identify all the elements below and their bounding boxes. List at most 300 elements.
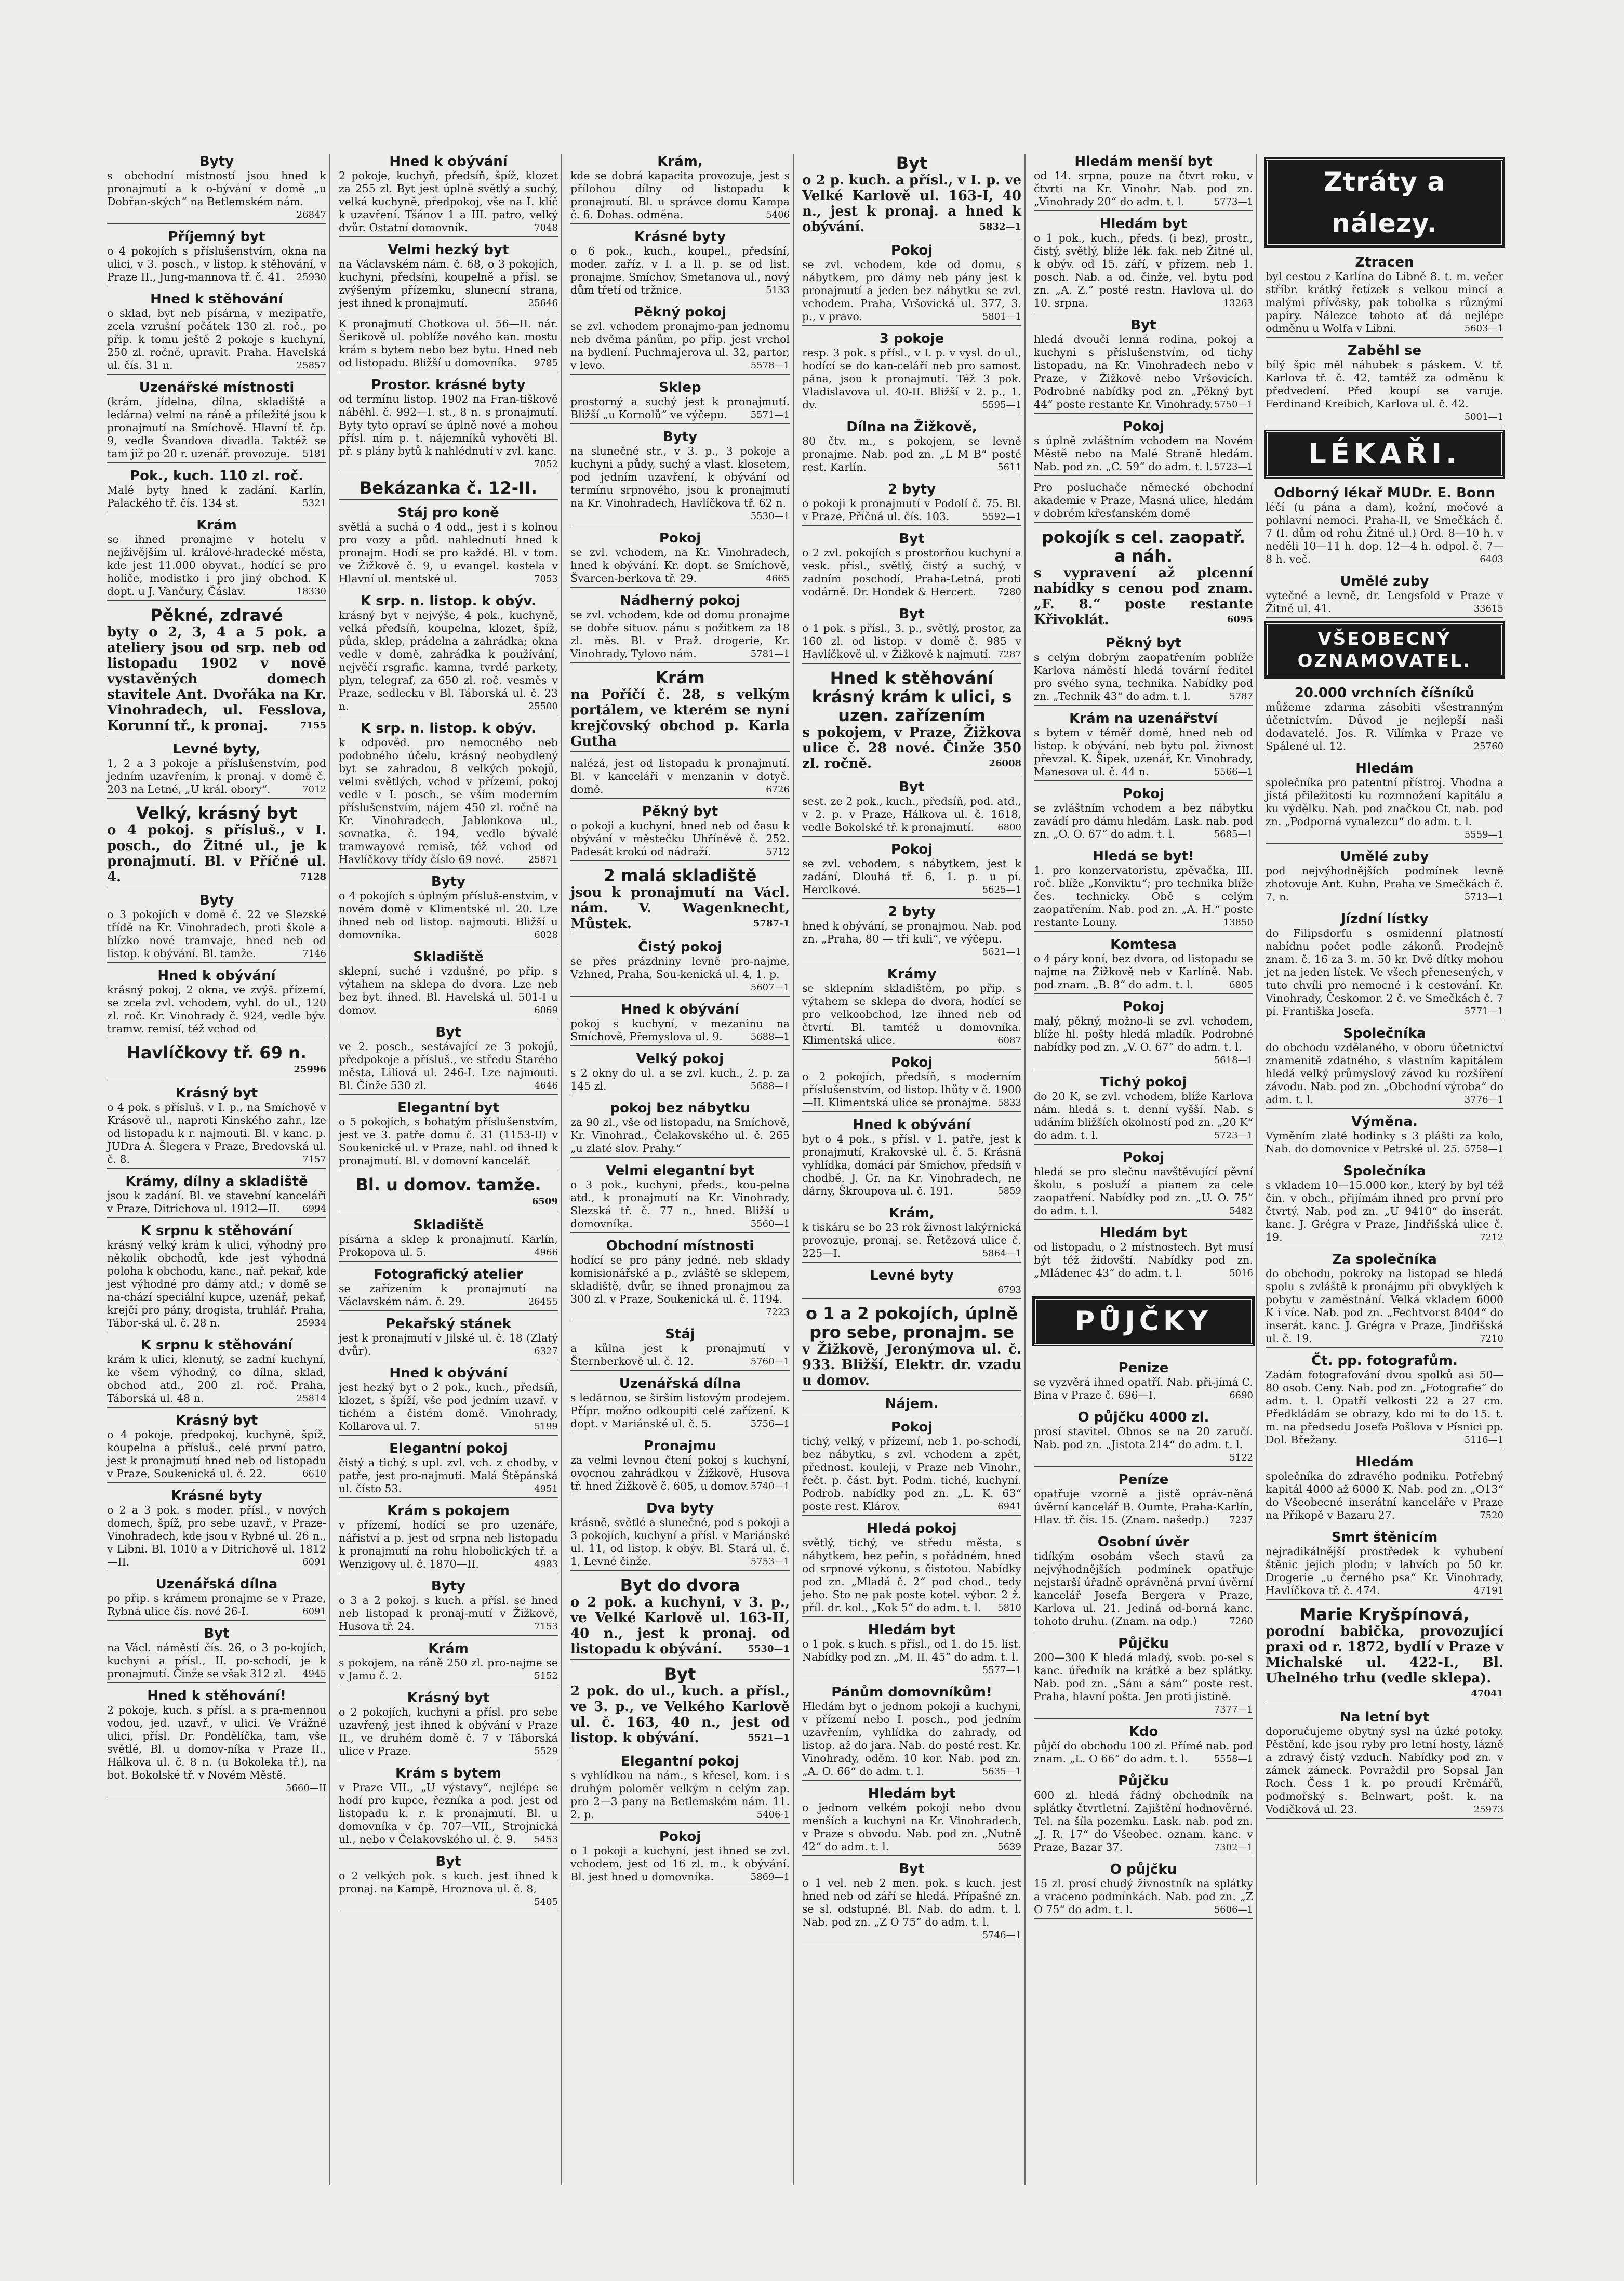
ad-text: se zvl. vchodem, kde od domu pronajme se dobře situov. pánu s požitkem za 18 zl. měs. Bl. v Praž. drogerie, Kr. Vinohrady, Tylovo nám. [570,608,790,660]
classified-ad [570,154,790,224]
ad-code: 5688—1 [750,1081,790,1092]
classified-ad [1034,1360,1253,1404]
ad-code: 25930 [296,272,326,283]
ad-code: 7048 [534,222,558,233]
ad-code: 5869—1 [750,1872,790,1882]
ad-code: 6095 [1227,614,1253,625]
classified-ad [1034,154,1253,211]
ad-heading: Hned k obývání [389,154,508,169]
ad-code: 5753—1 [750,1556,790,1567]
ad-code: 5016 [1229,1268,1253,1279]
ad-heading: Elegantní pokoj [389,1441,508,1456]
classified-ad [339,1217,558,1262]
ad-heading: Pekařský stánek [385,1316,511,1332]
classified-ad [107,380,326,463]
classified-ad [1034,1862,1253,1919]
classified-ad [339,1025,558,1095]
classified-ad [1034,528,1253,630]
ad-heading: Pokoj [1122,786,1165,802]
ad-text: s celým dobrým zaopatřením poblíže Karlova náměstí hledá tovární ředitel pro svého syna, technika. Nabídky pod zn. „Technik 43“ do adm. t. l. [1034,651,1253,702]
ad-code: 5746—1 [982,1930,1021,1941]
ad-text: byl cestou z Karlína do Libně 8. t. m. večer stříbr. krátký řetízek s velkou mincí a malými přívěsky, pak tobolka s různými papíry. Nálezce tohoto ať dá nejlépe odměnu u Wolfa v Libni. [1266,270,1503,335]
classified-ad [802,1420,1021,1516]
ad-code: 7520 [1480,1510,1503,1521]
ad-code: 6805 [1229,979,1253,990]
ad-code: 5760—1 [750,1356,790,1367]
ad-code: 5578—1 [750,360,790,371]
ad-text: jsou k zadání. Bl. ve stavební kanceláři v Praze, Ditrichova ul. 1912—II. [107,1189,326,1215]
classified-ad [107,291,326,375]
classified-ad [107,893,326,963]
ad-code: 5758—1 [1464,1144,1503,1155]
ad-heading: Velký pokoj [636,1051,724,1067]
ad-code: 5787 [1229,691,1253,702]
ad-code: 18330 [296,586,326,597]
ad-code: 5606—1 [1214,1904,1253,1915]
ad-code: 5625—1 [982,884,1021,895]
ad-text: 15 zl. prosí chudý živnostník na splátky a vraceno podmínkách. Nab. pod zn. „Z O 75“ do adm. t. l. [1034,1877,1253,1916]
ad-heading: Velmi elegantní byt [605,1163,755,1178]
ad-heading: 20.000 vrchních číšníků [1294,685,1475,701]
classified-ad [1266,574,1503,618]
ad-text: 1. pro konzervatoristu, zpěvačka, III. roč. blíže „Konviktu“; pro technika blíže čes. technicky. Obě s celým zaopatřením. Nab. pod zn. „A. H.“ poste restante Louny. [1034,864,1253,929]
classified-ad [107,468,326,512]
ad-text: se přes prázdniny levně pro-najme, Vzhned, Praha, Sou-kenická ul. 4, 1. p. [570,955,790,980]
ad-heading: Krám, [657,154,703,169]
classified-ad [802,1685,1021,1781]
ad-code: 6793 [997,1284,1021,1295]
classified-ad [802,1205,1021,1263]
ad-code: 7223 [766,1307,790,1318]
ad-code: 5713—1 [1464,892,1503,903]
ad-code: 4665 [766,573,790,584]
ad-text: s obchodní místností jsou hned k pronajmutí a k o-bývání v domě „u Dobřan-ských“ na Betlemském nám. [107,169,326,208]
classified-ad [1266,1026,1503,1109]
classified-ad [339,1766,558,1849]
ad-text: malý, pěkný, možno-li se zvl. vchodem, blíže hl. pošty hledá mladík. Podrobné nabídky pod zn. „V. O. 67“ do adm. t. l. [1034,1015,1253,1053]
classified-ad [802,1786,1021,1856]
classified-ad [107,1576,326,1621]
ad-code: 4983 [534,1559,558,1570]
classified-ad [339,377,558,473]
classified-ad [339,593,558,715]
classified-ad [570,1327,790,1371]
ad-heading: Hledá pokoj [867,1521,957,1536]
ad-heading: pokoj bez nábytku [610,1100,750,1116]
ad-code: 5530—1 [750,511,790,522]
classified-ad [570,1100,790,1158]
ad-heading: Půjčku [1118,1636,1169,1651]
ad-text: s 2 okny do ul. a se zvl. kuch., 2. p. za 145 zl. [570,1067,790,1092]
ad-text: o 4 páry koní, bez dvora, od listopadu se najme na Žižkově neb v Karlíně. Nab. pod znam. „B. 8“ do adm. t. l. [1034,952,1253,991]
ad-code: 5833 [997,1097,1021,1108]
column-1 [104,154,330,2185]
ad-text: 80 čtv. m., s pokojem, se levně pronajme. Nab. pod zn. „L M B“ posté rest. Karlín. [802,435,1021,473]
ad-code: 5406-1 [756,1809,790,1820]
ad-code: 4951 [534,1483,558,1494]
ad-code: 25934 [296,1318,326,1329]
column-5 [1031,154,1257,2185]
ad-code: 5639 [997,1841,1021,1852]
ad-heading: Peníze [1118,1472,1169,1488]
ad-heading: Byt [899,1861,925,1877]
ad-text: od 14. srpna, pouze na čtvrt roku, v čtvrti na Kr. Vinohr. Nab. pod zn. „Vinohrady 20“ do adm. t. l. [1034,169,1253,208]
ad-text: v Žižkově, Jeronýmova ul. č. 933. Bližší, Elektr. dr. vzadu u domov. [802,1342,1021,1388]
classified-ad [1034,216,1253,312]
ad-text: o 5 pokojích, s bohatým příslušenstvím, jest ve 3. patře domu č. 31 (1153-II) v Soukenické ul. v Praze, nahl. od ihned k pronajmutí. Bl. v domovní kancelář. [339,1116,558,1167]
ad-heading: Hledám byt [868,1622,956,1638]
classified-ad [1266,685,1503,755]
ad-heading: Bl. u domov. tamže. [355,1175,541,1195]
classified-ad [802,1622,1021,1679]
ad-text: do 20 K, se zvl. vchodem, blíže Karlova nám. hledá s. t. denní vyšší. Nab. s udáním bližších okolností pod zn. „20 K“ do adm. t. l. [1034,1090,1253,1142]
ad-heading: Marie Kryšpínová, [1299,1604,1470,1624]
classified-ad [802,419,1021,476]
ad-text: a kůlna jest k pronajmutí v Šternberkově ul. č. 12. [570,1342,790,1368]
classified-ad [339,1503,558,1573]
ad-text: Pro posluchače německé obchodní akademie v Praze, Masná ulice, hledám v dobrém křesťanském domě [1034,481,1253,520]
ad-text: o 2 p. kuch. a přísl., v I. p. ve Velké Karlově ul. 163-I, 40 n., jest k pronaj. a hned k obývání. [802,173,1021,235]
ad-text: s vkladem 10—15.000 kor., který by byl též čin. v obch., přijímám ihned pro první pro čtvrtý. Nab. pod zn. „U 9410“ do inserát. kanc. J. Grégra v Praze, Jindřišská ulice č. 19. [1266,1179,1503,1243]
ad-heading: Skladiště [413,949,484,965]
classified-ad [107,804,326,887]
ad-heading: Byt [204,1626,230,1641]
classified-ad [802,779,1021,837]
ad-heading: Uzenářské místnosti [139,380,295,395]
ad-code: 5595—1 [982,400,1021,410]
classified-ad [1266,255,1503,338]
classified-ad [570,593,790,663]
classified-ad [570,1238,790,1321]
ad-heading: Pěkné, zdravé [150,605,283,625]
ad-heading: Uzenářská dílna [155,1576,278,1592]
ad-text: hodící se pro pány jedné. neb sklady komisionářské a p., zvláště se sklepem, skladiště, dvůr, se ihned pronajmou za 300 zl. v Praze, Soukenická ul. č. 1194. [570,1254,790,1305]
ad-text: se zvl. vchodem pronajmo-pan jednomu neb dvěma pánům, po přip. jest vrchol na bydlení. Puchmajerova ul. 32, partor, v levo. [570,320,790,372]
ad-text: s ledárnou, se širším listovým prodejem. Přípr. možno odkoupiti celé zařízení. K dopt. v Mariánské ul. č. 5. [570,1391,790,1430]
classified-ad [107,1174,326,1218]
ad-heading: Byty [662,429,698,445]
ad-heading: Hned k stěhování krásný krám k ulici, s uzen. zařízením [811,668,1012,725]
ad-code: 5756—1 [750,1418,790,1429]
ad-heading: Krám, [889,1205,935,1221]
ad-heading: 3 pokoje [879,331,944,347]
ad-text: byty o 2, 3, 4 a 5 pok. a ateliery jsou od srp. neb od listopadu 1902 v nově vystavěných domech stavitele Ant. Dvořáka na Kr. Vinohradech, ul. Fesslova, Korunní tř., k pronaj. [107,625,326,734]
ad-code: 7287 [997,649,1021,660]
ad-text: jest hezký byt o 2 pok., kuch., předsíň, klozet, s špíží, vše pod jedním uzavř. v tichém a čistém domě. Vinohrady, Kollarova ul. 7. [339,1381,558,1433]
ad-text: s vyhlídkou na nám., s křesel, kom. i s druhým poloměr velkým n celým zap. pro 2—3 pany na Betlemském nám. 11. 2. p. [570,1769,790,1821]
ad-heading: O půjčku [1110,1862,1177,1877]
classified-ad [339,505,558,588]
classified-ad [570,1376,790,1433]
ad-heading: Výměna. [1351,1114,1418,1130]
ad-heading: Hned k obývání [389,1365,508,1381]
ad-code: 7237 [1229,1515,1253,1526]
ad-code: 6800 [997,822,1021,833]
ad-code: 13850 [1223,917,1253,928]
classified-ad [570,1051,790,1095]
ad-heading: K srpnu k stěhování [140,1223,293,1239]
ad-heading: Pok., kuch. 110 zl. roč. [130,468,303,484]
ad-heading: Krásný byt [175,1085,258,1101]
classified-ad [107,229,326,286]
ad-code: 6028 [534,930,558,940]
ad-code: 5122 [1229,1452,1253,1463]
ad-heading: Krám [196,518,237,533]
ad-code: 5859 [997,1186,1021,1197]
classified-ad [570,1665,790,1748]
ad-code: 5607—1 [750,982,790,993]
ad-text: společníka do zdravého podniku. Potřebný kapitál 4000 až 6000 K. Nab. pod zn. „O13“ do Všeobecné inserátní kanceláře v Praze na Příkopě v Bazaru 27. [1266,1470,1503,1521]
ad-heading: Umělé zuby [1340,849,1429,865]
ad-text: hned k obývání, se pronajmou. Nab. pod zn. „Praha, 80 — tři kuli“, ve výčepu. [802,920,1021,945]
ad-code: 4945 [302,1668,326,1679]
section-banner-loans: PŮJČKY [1034,1298,1253,1345]
ad-heading: Elegantní pokoj [621,1754,739,1769]
ad-code: 5529 [534,1746,558,1757]
ad-text: světlá a suchá o 4 odd., jest i s kolnou pro vozy a půd. nahlednutí hned k pronajm. Hodí se pro každé. Bl. v tom. ve Žižkově č. 9, u evangel. kostela v Hlavní ul. mentské ul. [339,521,558,585]
classified-ad [1266,1605,1503,1704]
section-banner-loans-wrap [1034,1288,1253,1360]
ad-text: o 4 pokojích s úplným přísluš-enstvím, v novém domě v Klimentské ul. 20. Lze ihned neb od listop. najmouti. Bližší u domovníka. [339,890,558,941]
ad-heading: Smrt štěnicím [1331,1530,1438,1545]
classified-ad [1034,1150,1253,1220]
ad-code: 5771—1 [1464,1006,1503,1017]
ad-heading: Krám [655,668,705,687]
ad-code: 6069 [534,1005,558,1016]
classified-ad [107,1223,326,1332]
classified-ad [1266,1530,1503,1600]
ad-code: 5611 [997,462,1021,473]
ad-text: za 90 zl., vše od listopadu, na Smíchově, Kr. Vinohrad., Čelakovského ul. č. 265 „u zlaté slov. Prahy.“ [570,1116,790,1155]
ad-text: se zvl. vchodem, na Kr. Vinohradech, hned k obývání. Kr. dopt. se Smíchově, Švarcen-berkova tř. 29. [570,546,790,585]
ad-text: o 1 pok., kuch., předs. (i bez), prostr., čistý, světlý, blíže lék. fak. neb Žitné ul. k obýv. od 15. září, v přízem. neb 1. posch. Nab. a od. činže, vel. bytu pod zn. „A. Z.“ posté restn. Havlova ul. do 10. srpna. [1034,232,1253,309]
ad-text: pod nejvýhodnějších podmínek levně zhotovuje Ant. Kuhn, Praha ve Smečkách č. 7, n. [1266,865,1503,903]
classified-ad [802,482,1021,526]
ad-heading: Prostor. krásné byty [371,377,526,393]
ad-heading: Byt [664,1664,696,1684]
ad-code: 7146 [302,948,326,959]
ad-heading: Hned k stěhování [150,291,283,307]
ad-text: s pokojem, na ráně 250 zl. pro-najme se v Jamu č. 2. [339,1656,558,1682]
ad-heading: Hledá se byt! [1093,848,1194,864]
ad-heading: O půjčku 4000 zl. [1077,1410,1209,1425]
ad-heading: Byty [431,874,466,890]
classified-ad [570,1501,790,1571]
ad-heading: Stáj [665,1327,695,1342]
ad-heading: Byt [435,1854,461,1869]
ad-text: 2 pokoje, kuchyň, předsíň, špíž, klozet za 255 zl. Byt jest úplně světlý a suchý, velká kuchyně, předpokoj, vše na I. klíč k uzavření. Tšánov 1 a III. patro, velký dvůr. Ostatní domovník. [339,169,558,234]
ad-heading: Příjemný byt [168,229,265,245]
ad-code: 5810 [997,1602,1021,1613]
classified-ad [1034,848,1253,932]
ad-text: v přízemí, hodící se pro uzenáře, nářiství a p. jest od srpna neb listopadu k pronajmutí na rohu hlobolických tř. a Wenzigovy ul. č. 1870—II. [339,1519,558,1570]
ad-text: písárna a sklep k pronajmutí. Karlín, Prokopova ul. 5. [339,1233,558,1258]
ad-code: 6403 [1480,554,1503,565]
classified-ad [1034,1410,1253,1467]
classified-ad [1266,1163,1503,1246]
ad-heading: Společníka [1343,1026,1426,1041]
ad-code: 6087 [997,1035,1021,1046]
classified-ad [107,518,326,601]
ad-text: o 6 pok., kuch., koupel., předsíní, moder. zaříz. v I. a II. p. se od list. pronajme. Smíchov, Smetanova ul., nový dům třetí od tržnice. [570,245,790,296]
ad-code: 25500 [528,701,558,712]
classified-ad [1034,1225,1253,1282]
ad-text: Zadám fotografování dvou spolků asi 50—80 osob. Ceny. Nab. pod zn. „Fotografie“ do adm. t. l. Opatří velkosti 22 a 27 cm. Předkládám se obrazy, kdo mi to do 15. t. m. na předsedu Josefa Pošlova v Písnici pp. Dol. Břežany. [1266,1369,1503,1446]
ad-code: 7210 [1480,1333,1503,1344]
ad-text: o 3 a 2 pokoj. s kuch. a přísl. se hned neb listopad k pronaj-mutí v Žižkově, Husova tř. 24. [339,1594,558,1633]
ad-heading: Pokoj [659,1829,701,1845]
ad-code: 7053 [534,574,558,585]
ad-heading: Levné byty [870,1268,954,1283]
classified-ad [1034,937,1253,994]
classified-ad [802,1304,1021,1391]
ad-text: o 3 pok., kuchyni, předs., kou-pelna atd., k pronajmutí na Kr. Vinohrady, Slezská tř. č. 77 n., hned. Bližší u domovníka. [570,1178,790,1230]
classified-ad [107,1488,326,1571]
ad-code: 5685—1 [1214,829,1253,840]
ad-heading: Hledám [1355,761,1414,776]
ad-text: se zvl. vchodem, kde od domu, s nábytkem, pro dámy neb pány jest k pronajmutí a jeden bez nábytku se zvl. vchodem. Praha, Vršovická ul. 377, 3. p., v pravo. [802,258,1021,323]
classified-ad [1034,786,1253,843]
ad-code: 5559—1 [1464,829,1503,840]
ad-text: po přip. s krámem pronajme se v Praze, Rybná ulice čís. nové 26-I. [107,1592,326,1617]
classified-ad [570,304,790,375]
classified-ad [802,1521,1021,1617]
ad-code: 7157 [302,1154,326,1165]
ad-text: se vyzvěrá ihned opatří. Nab. při-jímá C. Bina v Praze č. 696—I. [1034,1376,1253,1401]
ad-text: o 2 pok. a kuchyni, v 3. p., ve Velké Karlově ul. 163-II, 40 n., jest k pronaj. od listopadu k obývání. [570,1595,790,1657]
ad-heading: Byt [899,779,925,795]
ad-text: prostorný a suchý jest k pronajmutí. Bližší „u Kornolů“ ve výčepu. [570,395,790,421]
ad-code: 7153 [534,1621,558,1632]
classified-ad [107,741,326,799]
ad-code: 6726 [766,784,790,795]
classified-ad [1266,1252,1503,1348]
ad-heading: Půjčku [1118,1773,1169,1789]
ad-code: 25760 [1473,741,1503,752]
ad-code: 5592—1 [982,511,1021,522]
ad-heading: Jízdní lístky [1340,911,1429,927]
ad-text: o 2 a 3 pok. s moder. přísl., v nových domech, špíž, pro sebe uzavř., v Praze-Vinohradech, kde jsou v Rybné ul. 26 n., v Libni. Bl. 1010 a v Ditrichově ul. 1812—II. [107,1504,326,1568]
ad-heading: Havlíčkovy tř. 69 n. [127,1043,307,1063]
ad-heading: Byty [431,1579,466,1594]
ad-heading: Krásný byt [407,1690,490,1706]
ad-heading: Uzenářská dílna [619,1376,741,1391]
ad-text: k odpověd. pro nemocného neb podobného účelu, krásný neobydlený byt se zahradou, 8 velkých pokojů, velmi světlých, vchod v přízemí, pokoj vedle v I. posch., se vším moderním příslušenstvím, nájem 450 zl. ročně na Kr. Vinohradech, Jablonkova ul., sovnatka, č. 194, vedlo bývalé tramwayové remisě, též vchod od Havlíčkovy třídy číslo 69 nové. [339,736,558,866]
classified-ad [1034,635,1253,706]
ad-heading: Elegantní byt [397,1100,499,1116]
classified-ad [1266,911,1503,1020]
ad-code: 6091 [302,1557,326,1568]
classified-ad [570,380,790,424]
ad-text: sklepní, suché i vzdušné, po přip. s výtahem na sklepa do dvora. Lze neb bez byt. ihned. Bl. Havelská ul. 501-I u domov. [339,965,558,1016]
ad-code: 5740—1 [750,1481,790,1492]
ad-text: se ihned pronajme v hotelu v nejživějším ul. králové-hradecké města, kde jest 11.000 obyvat., hodící se pro holiče, modistko i pro jiný obchod. K dopt. u J. Vančury, Čáslav. [107,533,326,598]
classified-ad [1034,419,1253,476]
classified-ad [570,229,790,299]
classified-ad [339,242,558,312]
ad-code: 5001—1 [1464,412,1503,422]
ad-text: kde se dobrá kapacita provozuje, jest s přílohou dílny od listopadu k pronajmutí. Bl. u správce domu Kampa č. 6. Dohas. odměna. [570,169,790,221]
section-banner: VŠEOBECNÝ OZNAMOVATEL. [1266,623,1503,677]
classified-ad [1034,1636,1253,1719]
classified-ad [570,757,790,799]
classified-ad [1266,1114,1503,1158]
classified-ad [802,904,1021,961]
ad-heading: Stáj pro koně [397,505,499,521]
classified-ad [570,1829,790,1886]
classified-ad [1034,481,1253,523]
ad-text: o 2 pokojích, kuchyni a přísl. pro sebe uzavřený, jest ihned k obývání v Praze II., ve druhém domě č. 7 v Táborská ulice v Praze. [339,1706,558,1757]
ad-code: 5571—1 [750,409,790,420]
section-banner-lost-found: Ztráty a nálezy. [1266,159,1503,246]
classified-ad [570,1163,790,1233]
classified-ad [570,531,790,588]
classified-ad [1266,1709,1503,1819]
ad-text: se zařízením k pronajmutí na Václavském nám. č. 29. [339,1282,558,1308]
ad-code: 7012 [302,784,326,795]
classified-ad [570,866,790,934]
ad-code: 6941 [997,1501,1021,1512]
ad-code: 5864—1 [982,1248,1021,1259]
classified-ad [339,1316,558,1360]
ad-text: od listopadu, o 2 místnostech. Byt musí být též židovští. Nabídky pod zn. „Mládenec 43“ do adm. t. l. [1034,1241,1253,1279]
ad-text: o 1 vel. neb 2 men. pok. s kuch. jest hned neb od září se hledá. Přípašné zn. se sl. odstupné. Bl. Nab. do adm. t. l. Nab. pod zn. „Z O 75“ do adm. t. l. [802,1877,1021,1928]
ad-code: 13263 [1223,298,1253,309]
ad-code: 26847 [296,209,326,220]
ad-text: porodní babička, provozující praxi od r. 1872, bydlí v Praze v Michalské ul. 422-I., Bl. Uhelného trhu (vedle sklepa). [1266,1624,1503,1686]
ad-heading: Ztracen [1355,255,1414,270]
ad-heading: Čt. pp. fotografům. [1311,1353,1458,1369]
ad-text: do obchodu, pokroky na listopad se hledá spolu s zvláště k pronájmu při obvyklých k pobytu v zaměstnání. Velká vkladem 6000 K i více. Nab. pod zn. „Fechtvorst 8404“ do inserát. kanc. J. Grégra v Praze, Jindřišská ul. č. 19. [1266,1267,1503,1345]
ad-code: 5723—1 [1214,1130,1253,1141]
ad-heading: Hned k obývání [157,968,276,984]
classified-ad [339,1100,558,1170]
ad-text: o 4 pokojích s příslušenstvím, okna na ulici, v 3. posch., v listop. k stěhování, v Praze II., Jung-mannova tř. č. 41. [107,245,326,283]
ad-heading: Hned k obývání [621,1002,739,1017]
ad-heading: Hledám byt [1099,1225,1188,1241]
ad-code: 26008 [989,758,1021,769]
classified-ad [339,1267,558,1311]
ad-text: na Václavském nám. č. 68, o 3 pokojích, kuchyni, předsíni, koupelně a přísl. se zvýšeným přízemku, slunecní strana, jest ihned k pronajmutí. [339,258,558,309]
ad-heading: Krámy, dílny a skladiště [125,1174,308,1189]
ad-code: 5406 [766,209,790,220]
classified-ad [802,331,1021,414]
ad-heading: Dva byty [646,1501,714,1516]
classified-ad [339,1854,558,1911]
ad-heading: Hledám [1355,1454,1414,1470]
ad-text: Malé byty hned k zadání. Karlín, Palackého tř. čís. 134 st. [107,484,326,509]
classified-ad [107,968,326,1038]
classified-ad [1034,711,1253,781]
ad-code: 5181 [302,448,326,459]
ad-code: 7280 [997,587,1021,598]
ad-text: K pronajmutí Chotkova ul. 56—II. nár. Šerikově ul. poblíže nového kan. mostu krám s bytem nebo bez bytu. Hned neb od listopadu. Bližší u domovníka. [339,317,558,369]
ad-text: tidíkým osobám všech stavů za nejvýhodnějších podmínek opatřuje nejstarší úřadně oprávněná první úvěrní kancelář Josefa Bergera v Praze, Karlova ul. 21. Jediná od-borná kanc. tohoto druhu. (Znam. na odp.) [1034,1550,1253,1627]
ad-text: hledá dvouči lenná rodina, pokoj a kuchyni s příslušenstvím, od tichy listopadu, na Kr. Vinohradech nebo v Praze, v Žižkově nebo Vršovicích. Podrobné nabídky pod zn. „Pěkný byt 44“ poste restante Kr. Vinohrady. [1034,333,1253,410]
ad-code: 7212 [1480,1232,1503,1243]
ad-code: 25646 [528,298,558,309]
column-3 [567,154,794,2185]
ad-text: do Filipsdorfu s osmidenní platností nabídnu počet podle zákonů. Prodejně znam. č. 16 za 3. m. 50 kr. Dvě dítky mohou jet na jeden lístek. Ve všech přenesených, v tuto chvíli pro nemocné i k cestování. Kr. Vinohrady, Českomor. 2 č. ve Smečkách č. 7 pí. Františka Josefa. [1266,927,1503,1017]
ad-heading: Krám na uzenářství [1069,711,1218,726]
ad-text: byt o 4 pok., s přísl. v 1. patře, jest k pronajmutí, Krakovské ul. č. 5. Krásná vyhlídka, domácí pár Smíchov, předsíň v chodbě. J. Gr. na Kr. Vinohradech, ne dárny, Škroupova ul. č. 191. [802,1133,1021,1197]
classified-ad [570,1002,790,1046]
ad-text: společníka pro patentní přístroj. Vhodna a jistá přiležitosti ku rozmnožení kapitálu a ku výdělku. Nab. pod značkou Ct. nab. pod zn. „Podporná vynalezcu“ do adm. t. l. [1266,776,1503,828]
ad-code: 5405 [534,1897,558,1907]
ad-text: se zvl. vchodem, s nábytkem, jest k zadání, Dlouhá tř. 6, 1. p. u pí. Herclkové. [802,857,1021,896]
ad-text: nalézá, jest od listopadu k pronajmutí. Bl. v kanceláři v menzanin v dotyč. domě. [570,757,790,795]
ad-heading: Hledám byt [1099,216,1188,232]
